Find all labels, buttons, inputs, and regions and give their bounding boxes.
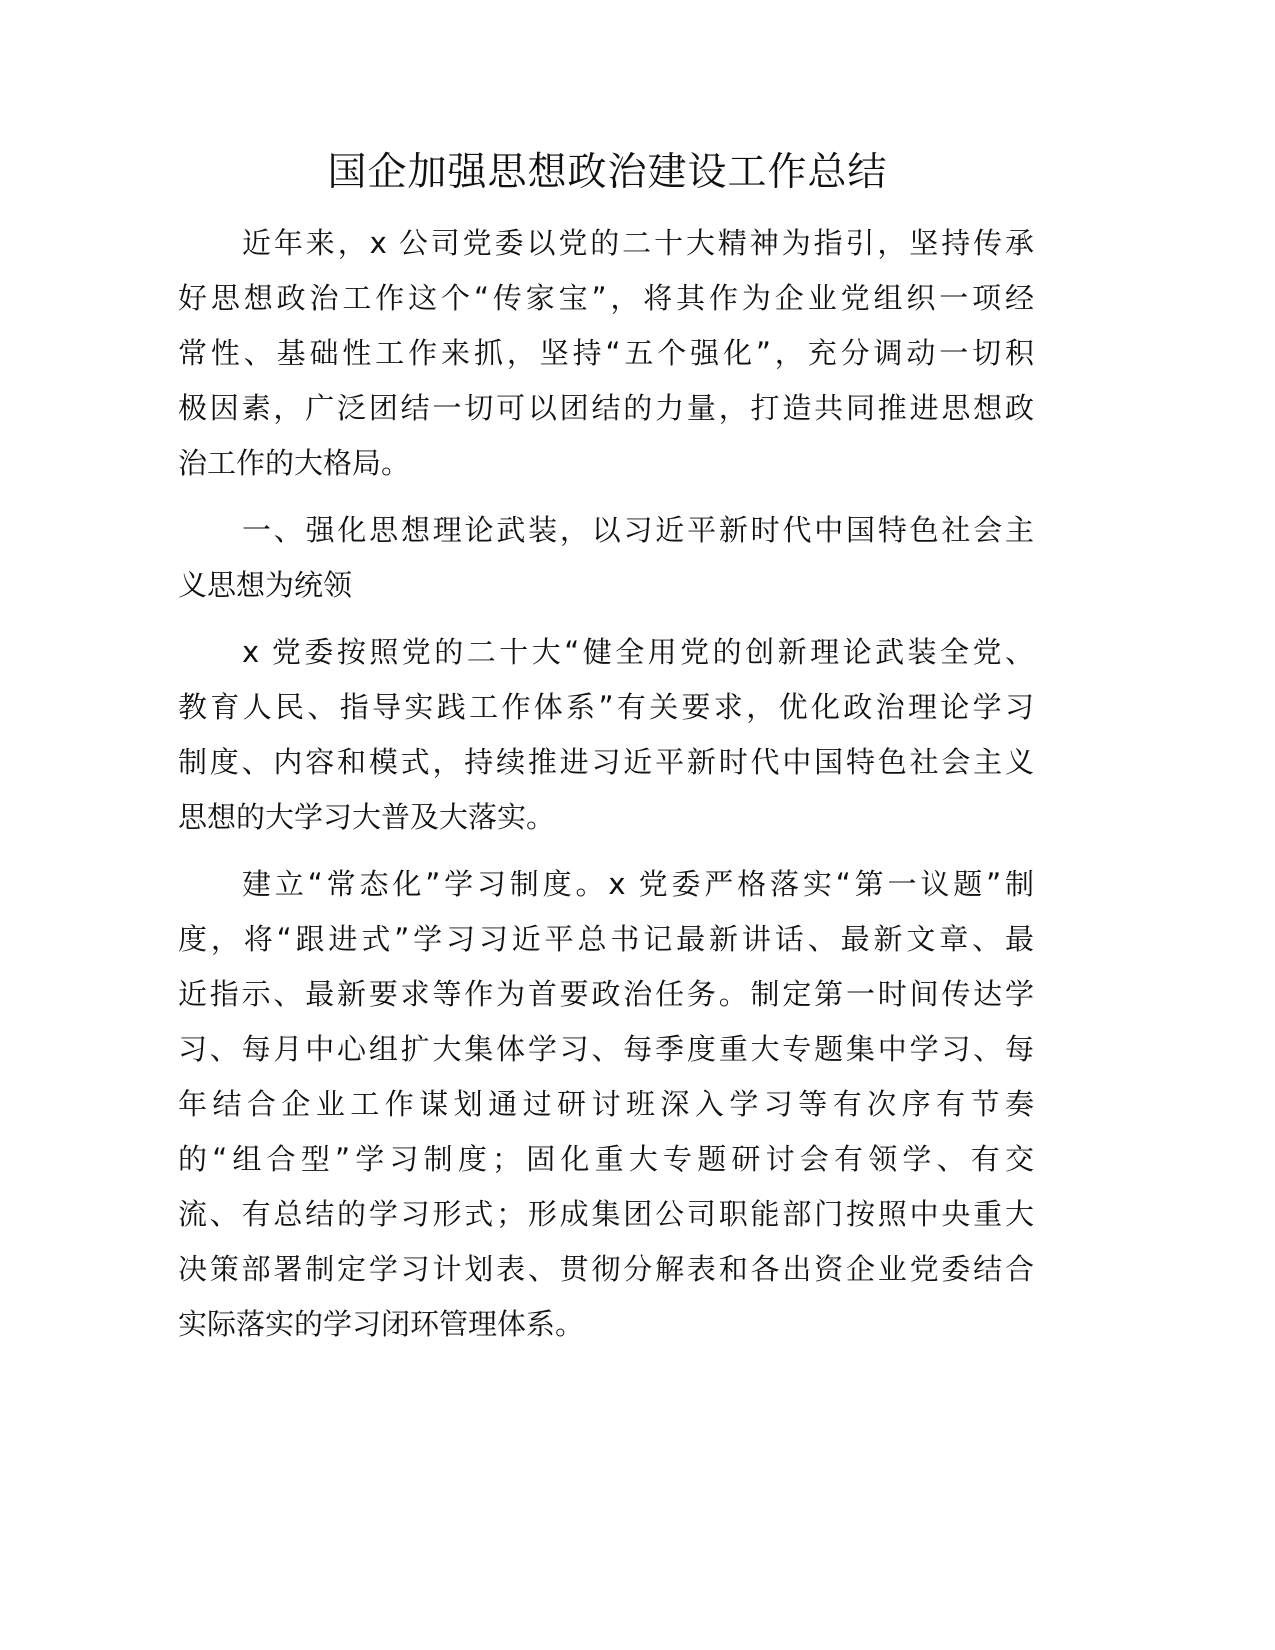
text-line: 好思想政治工作这个“传家宝”，将其作为企业党组织一项经	[178, 281, 1034, 315]
document-body	[178, 216, 1034, 1364]
paragraph-section-1	[178, 625, 1034, 845]
text-line: 近年来，x 公司党委以党的二十大精神为指引，坚持传承	[242, 226, 1034, 260]
text-line: 流、有总结的学习形式；形成集团公司职能部门按照中央重大	[178, 1197, 1034, 1231]
text-line: 极因素，广泛团结一切可以团结的力量，打造共同推进思想政	[178, 391, 1034, 425]
text-line: 的“组合型”学习制度；固化重大专题研讨会有领学、有交	[178, 1142, 1034, 1176]
text-line: 实际落实的学习闭环管理体系。	[178, 1307, 585, 1341]
text-line: 习、每月中心组扩大集体学习、每季度重大专题集中学习、每	[178, 1032, 1034, 1066]
text-line: x 党委按照党的二十大“健全用党的创新理论武装全党、	[242, 635, 1034, 669]
text-line: 教育人民、指导实践工作体系”有关要求，优化政治理论学习	[178, 690, 1034, 724]
text-line: 治工作的大格局。	[178, 446, 411, 480]
text-line: 近指示、最新要求等作为首要政治任务。制定第一时间传达学	[178, 977, 1034, 1011]
section-heading-1	[178, 503, 1034, 613]
text-line: 思想的大学习大普及大落实。	[178, 800, 556, 834]
text-line: 年结合企业工作谋划通过研讨班深入学习等有次序有节奏	[178, 1087, 1034, 1121]
document-title: 国企加强思想政治建设工作总结	[327, 150, 888, 195]
text-line: 义思想为统领	[178, 568, 353, 602]
text-line: 决策部署制定学习计划表、贯彻分解表和各出资企业党委结合	[178, 1252, 1034, 1286]
text-line: 建立“常态化”学习制度。x 党委严格落实“第一议题”制	[242, 867, 1034, 901]
text-line: 度，将“跟进式”学习习近平总书记最新讲话、最新文章、最	[178, 922, 1034, 956]
text-line: 常性、基础性工作来抓，坚持“五个强化”，充分调动一切积	[178, 336, 1034, 370]
paragraph-intro	[178, 216, 1034, 491]
paragraph-study-system	[178, 857, 1034, 1352]
text-line: 一、强化思想理论武装，以习近平新时代中国特色社会主	[242, 513, 1034, 547]
text-line: 制度、内容和模式，持续推进习近平新时代中国特色社会主义	[178, 745, 1034, 779]
